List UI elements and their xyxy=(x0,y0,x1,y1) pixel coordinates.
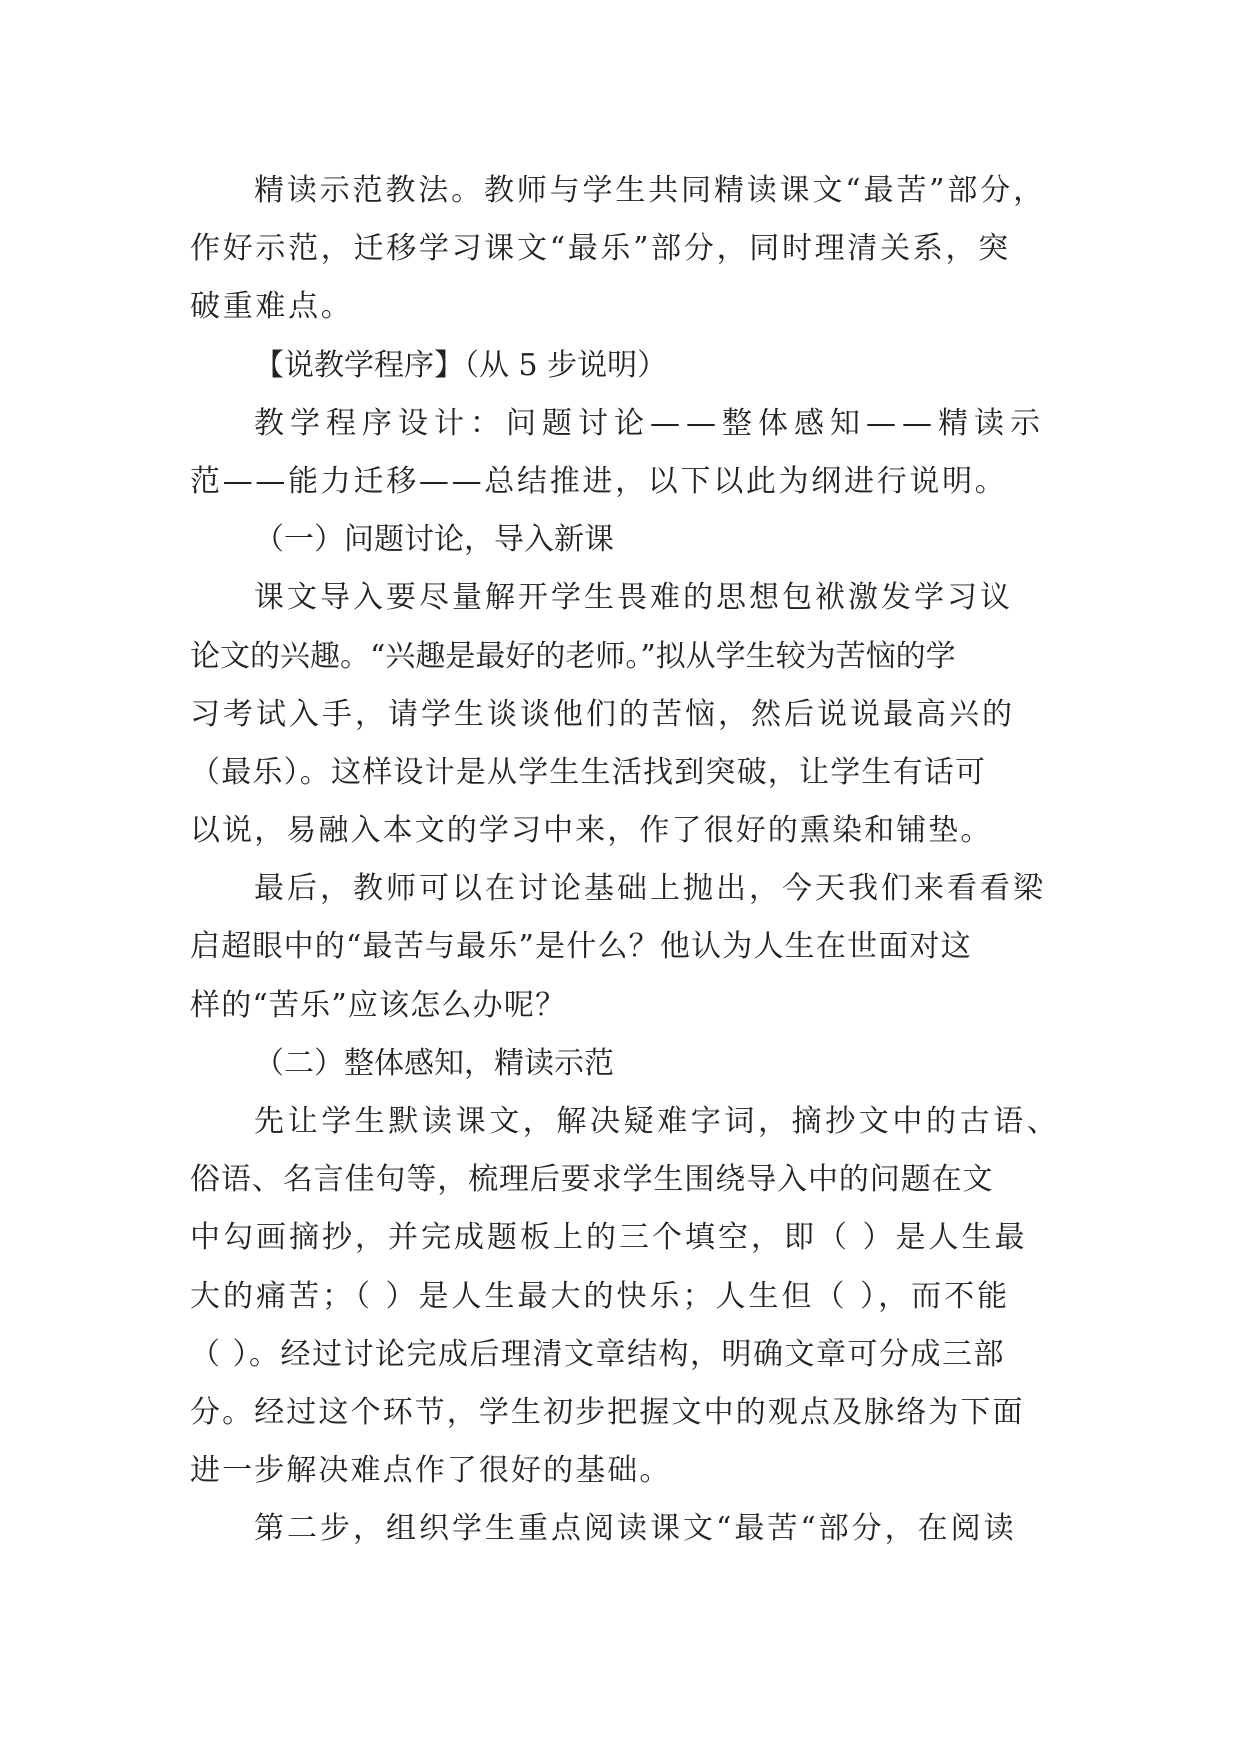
text-line-content: 启超眼中的“最苦与最乐”是什么？他认为人生在世面对这 xyxy=(190,929,972,965)
text-line xyxy=(190,511,1050,569)
text-line xyxy=(190,628,1050,686)
text-line-content: 教学程序设计：问题讨论——整体感知——精读示 xyxy=(254,405,1046,441)
text-line xyxy=(190,1384,1050,1442)
text-line-content: 进一步解决难点作了很好的基础。 xyxy=(190,1453,672,1489)
text-line-content: （ ）。经过讨论完成后理清文章结构，明确文章可分成三部 xyxy=(190,1336,1006,1372)
text-line-content: 先让学生默读课文，解决疑难字词，摘抄文中的古语、 xyxy=(254,1104,1061,1139)
text-line xyxy=(190,278,1050,336)
text-line-content: 俗语、名言佳句等，梳理后要求学生围绕导入中的问题在文 xyxy=(190,1162,994,1198)
text-line xyxy=(190,453,1050,511)
text-line-content: 范——能力迁移——总结推进，以下以此为纲进行说明。 xyxy=(190,463,1008,499)
text-line xyxy=(190,1442,1050,1500)
text-line-content: （二）整体感知，精读示范 xyxy=(254,1045,614,1081)
text-line-content: 破重难点。 xyxy=(190,289,354,325)
text-line-content: 样的“苦乐”应该怎么办呢？ xyxy=(190,987,567,1023)
text-line-content: 精读示范教法。教师与学生共同精读课文“最苦”部分， xyxy=(254,173,1046,208)
text-line xyxy=(190,1151,1050,1209)
text-line-content: 论文的兴趣。“兴趣是最好的老师。”拟从学生较为苦恼的学 xyxy=(190,638,956,674)
text-line-content: 以说，易融入本文的学习中来，作了很好的熏染和铺垫。 xyxy=(190,813,993,849)
text-line-content: 【说教学程序】（从 5 步说明） xyxy=(254,347,668,383)
text-line xyxy=(190,1209,1050,1267)
text-line xyxy=(190,337,1050,395)
text-line-content: 中勾画摘抄，并完成题板上的三个填空，即（ ）是人生最 xyxy=(190,1220,1028,1256)
text-line xyxy=(190,1500,1050,1558)
text-line-content: 第二步，组织学生重点阅读课文“最苦“部分，在阅读 xyxy=(254,1511,1017,1547)
text-line xyxy=(190,220,1050,278)
text-line-content: （最乐）。这样设计是从学生生活找到突破，让学生有话可 xyxy=(190,754,987,790)
text-line xyxy=(190,162,1050,220)
text-line xyxy=(190,1268,1050,1326)
text-line xyxy=(190,802,1050,860)
text-line-content: 课文导入要尽量解开学生畏难的思想包袱激发学习议 xyxy=(254,580,1013,616)
text-line xyxy=(190,977,1050,1035)
text-line xyxy=(190,918,1050,976)
text-line-content: 习考试入手，请学生谈谈他们的苦恼，然后说说最高兴的 xyxy=(190,696,1015,732)
text-line xyxy=(190,1326,1050,1384)
text-line xyxy=(190,744,1050,802)
text-line xyxy=(190,686,1050,744)
text-line-content: 分。经过这个环节，学生初步把握文中的观点及脉络为下面 xyxy=(190,1394,1025,1430)
text-line-content: 最后，教师可以在讨论基础上抛出，今天我们来看看梁 xyxy=(254,871,1046,907)
text-line xyxy=(190,860,1050,918)
text-line xyxy=(190,569,1050,627)
text-line xyxy=(190,395,1050,453)
document-body xyxy=(190,162,1061,1559)
text-line-content: 作好示范，迁移学习课文“最乐”部分，同时理清关系，突 xyxy=(190,231,1011,267)
text-line-content: （一）问题讨论，导入新课 xyxy=(254,522,614,558)
text-line-content: 大的痛苦；（ ）是人生最大的快乐；人生但（ ），而不能 xyxy=(190,1278,1011,1314)
text-line xyxy=(190,1035,1050,1093)
text-line xyxy=(190,1093,1061,1151)
